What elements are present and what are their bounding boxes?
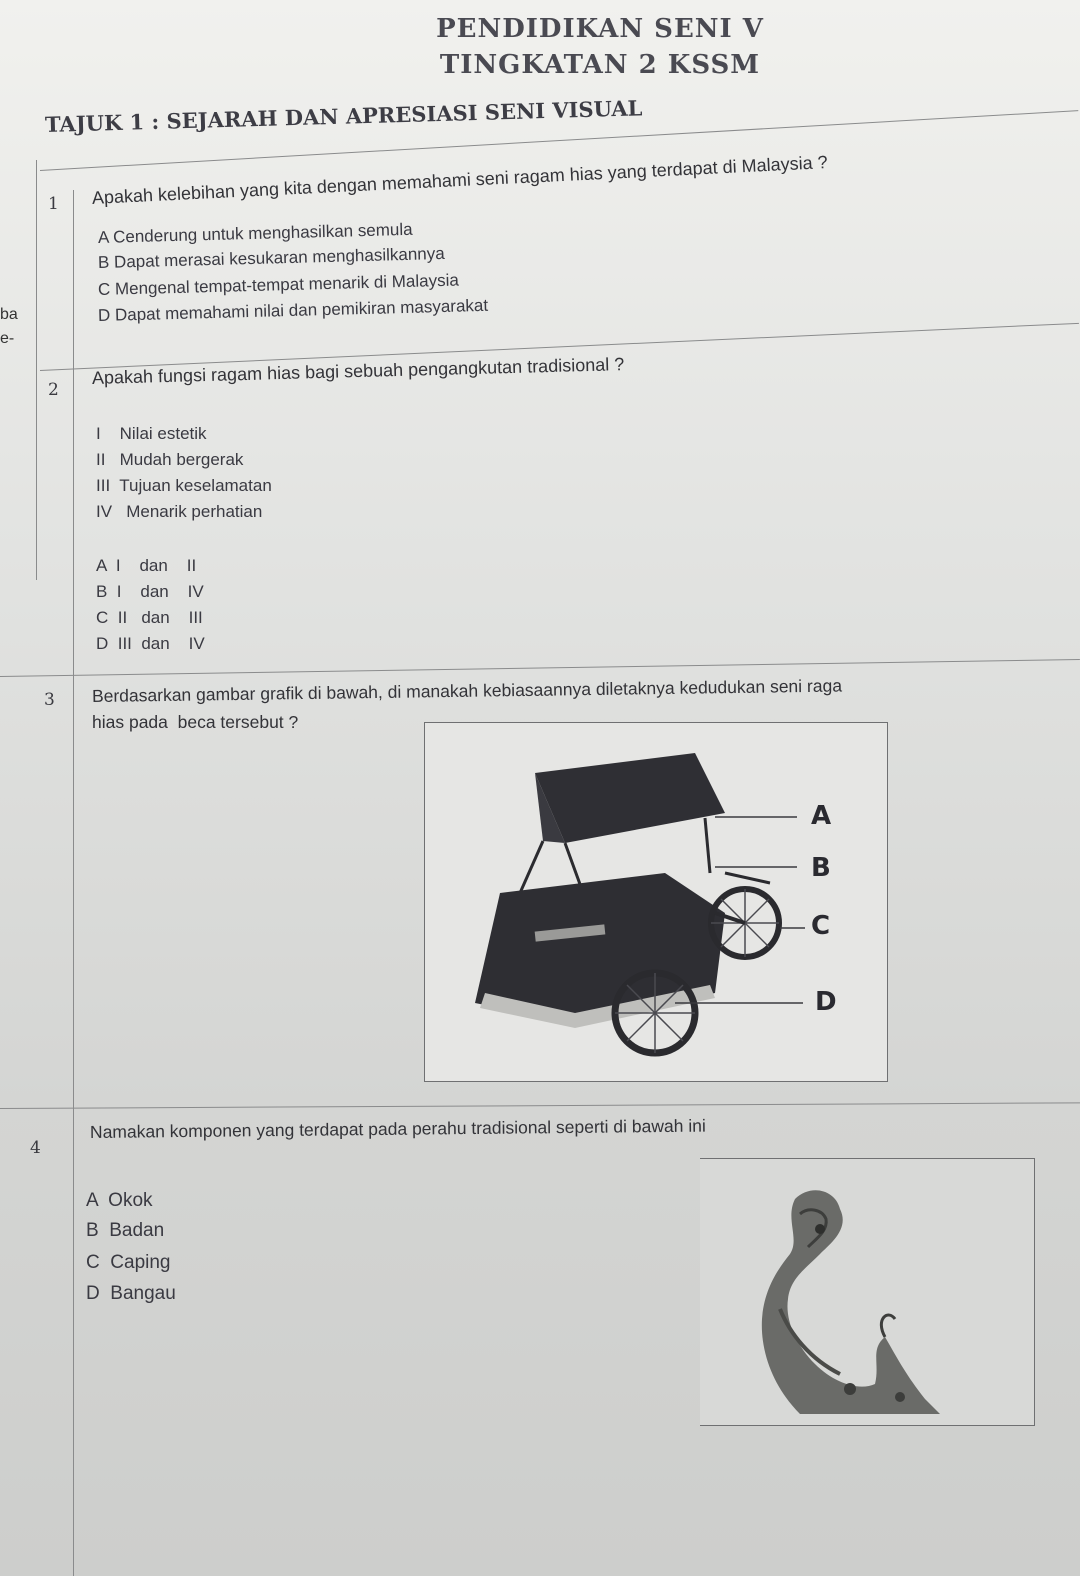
question-text-continued: hias pada beca tersebut ? <box>92 712 299 732</box>
answer-option: C Caping <box>86 1252 171 1273</box>
statement-item: II Mudah bergerak <box>96 450 244 469</box>
question-text: Berdasarkan gambar grafik di bawah, di manakah kebiasaannya diletaknya kedudukan seni raga <box>91 675 843 706</box>
figure-label-c: C <box>811 911 831 941</box>
margin-text: e- <box>0 330 15 347</box>
answer-option: D Bangau <box>86 1283 176 1304</box>
row-divider <box>0 659 1080 677</box>
question-number: 1 <box>48 194 59 214</box>
answer-option: C II dan III <box>96 608 203 627</box>
level-heading: TINGKATAN 2 KSSM <box>439 50 761 80</box>
figure-label-b: B <box>811 853 831 883</box>
trishaw-illustration <box>425 723 887 1081</box>
question-text: Apakah kelebihan yang kita dengan memahami seni ragam hias yang terdapat di Malaysia ? <box>91 152 829 208</box>
figure-label-d: D <box>815 987 837 1017</box>
row-divider <box>0 1102 1080 1109</box>
answer-option: A Okok <box>86 1190 153 1211</box>
answer-option: A I dan II <box>96 556 197 575</box>
answer-option: D III dan IV <box>96 634 205 653</box>
answer-option: C Mengenal tempat-tempat menarik di Malaysia <box>97 270 460 299</box>
column-divider <box>73 190 74 1576</box>
answer-option: D Dapat memahami nilai dan pemikiran masyarakat <box>97 295 489 325</box>
answer-option: B I dan IV <box>96 582 204 601</box>
question-text: Apakah fungsi ragam hias bagi sebuah pengangkutan tradisional ? <box>91 354 625 388</box>
answer-option: B Dapat merasai kesukaran menghasilkannya <box>97 243 445 272</box>
margin-text: ba <box>0 306 18 323</box>
trishaw-figure <box>424 722 888 1082</box>
statement-item: IV Menarik perhatian <box>96 502 263 521</box>
left-border <box>36 160 37 580</box>
question-number: 3 <box>44 690 55 710</box>
bangau-carving-illustration <box>700 1159 1034 1425</box>
subject-heading: PENDIDIKAN SENI V <box>436 14 764 44</box>
boat-prow-figure <box>700 1158 1035 1426</box>
answer-option: A Cenderung untuk menghasilkan semula <box>97 219 413 247</box>
question-text: Namakan komponen yang terdapat pada perahu tradisional seperti di bawah ini <box>89 1115 706 1142</box>
answer-option: B Badan <box>86 1220 165 1241</box>
topic-title: TAJUK 1 : SEJARAH DAN APRESIASI SENI VISUAL <box>44 95 643 137</box>
question-number: 4 <box>30 1138 41 1158</box>
question-number: 2 <box>48 380 59 400</box>
figure-label-a: A <box>811 801 832 831</box>
statement-item: III Tujuan keselamatan <box>96 476 272 495</box>
statement-item: I Nilai estetik <box>96 424 207 443</box>
